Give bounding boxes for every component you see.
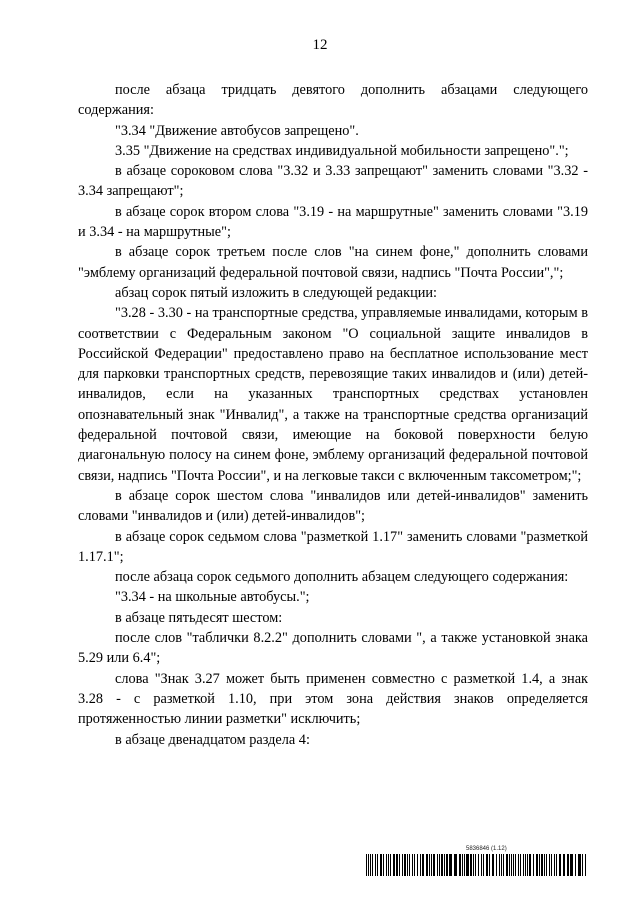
paragraph: в абзаце пятьдесят шестом: <box>115 609 283 626</box>
paragraph: в абзаце сорок седьмом слова "разметкой 1.17" заменить словами "разметкой 1.17.1"; <box>78 528 588 565</box>
barcode <box>366 854 586 876</box>
paragraph: абзац сорок пятый изложить в следующей редакции: <box>115 284 437 301</box>
paragraph: в абзаце сорок шестом слова "инвалидов или детей-инвалидов" заменить словами "инвалидов и (или) детей-инвалидов"; <box>78 487 588 525</box>
paragraph: "3.28 - 3.30 - на транспортные средства, управляемые инвалидами, которым в соответствии с Федеральным законом "О социальной защите инвалидов в Российской Федерации" предоставлено право на бесплатное использование мест для парковки транспортных средств, перевозящие таких инвалидов и (или) детей-инвалидов, если на указанных транспортных средствах установлен опознавательный знак "Инвалид", а также на транспортные средства организаций федеральной почтовой связи, имеющие на боковой поверхности белую диагональную полосу на синем фоне, эмблему организаций федеральной почтовой связи, надпись "Почта России", и на легковые такси с включенным таксометром;"; <box>78 305 588 484</box>
paragraph: "3.34 "Движение автобусов запрещено". <box>115 122 359 139</box>
page-number: 12 <box>312 37 328 53</box>
paragraph: "3.34 - на школьные автобусы."; <box>115 589 310 606</box>
paragraph: в абзаце сороковом слова "3.32 и 3.33 запрещают" заменить словами "3.32 - 3.34 запрещают"; <box>78 163 588 200</box>
document-code: 5836846 (1.12) <box>466 846 507 852</box>
paragraph: после слов "таблички 8.2.2" дополнить словами ", а также установкой знака 5.29 или 6.4"; <box>78 630 588 667</box>
document-body <box>78 80 588 750</box>
paragraph: после абзаца сорок седьмого дополнить абзацем следующего содержания: <box>115 569 569 586</box>
paragraph: в абзаце сорок третьем после слов "на синем фоне," дополнить словами "эмблему организаций федеральной почтовой связи, надпись "Почта России","; <box>78 244 588 281</box>
paragraph: после абзаца тридцать девятого дополнить абзацами следующего содержания: <box>78 82 588 119</box>
paragraph: слова "Знак 3.27 может быть применен совместно с разметкой 1.4, а знак 3.28 - с разметкой 1.10, при этом зона действия знаков определяется протяженностью линии разметки" исключить; <box>78 670 588 728</box>
paragraph: 3.35 "Движение на средствах индивидуальной мобильности запрещено"."; <box>115 142 569 159</box>
paragraph: в абзаце двенадцатом раздела 4: <box>115 731 310 748</box>
paragraph: в абзаце сорок втором слова "3.19 - на маршрутные" заменить словами "3.19 и 3.34 - на маршрутные"; <box>78 203 588 241</box>
